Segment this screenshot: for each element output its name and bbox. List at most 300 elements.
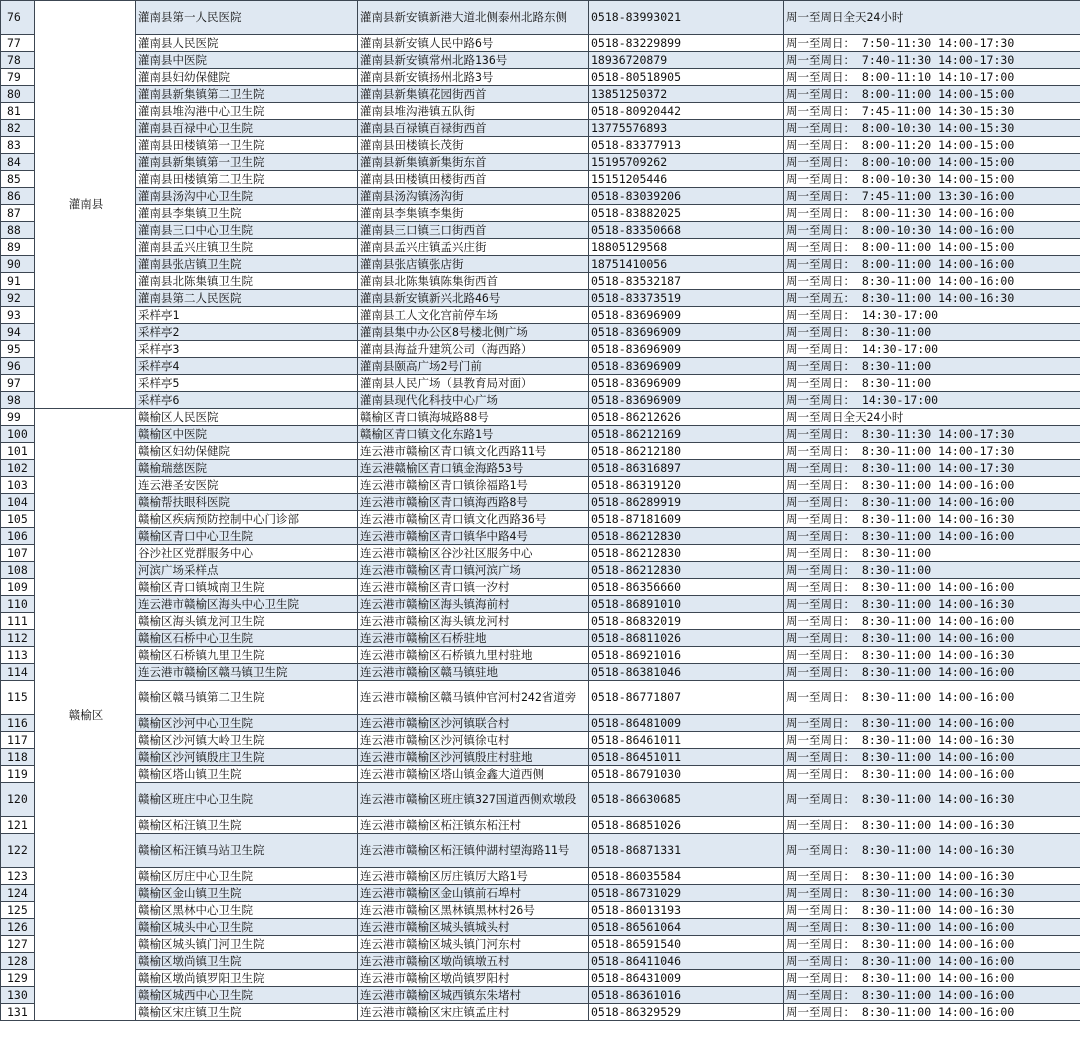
- site-address: 灌南县田楼镇田楼街西首: [358, 171, 589, 188]
- table-row: [1, 52, 1080, 69]
- row-number: 121: [1, 817, 35, 834]
- district-cell: 灌南县: [35, 1, 136, 409]
- site-hours: 周一至周日： 8:30-11:00 14:00-16:30: [784, 817, 1080, 834]
- table-row: [1, 732, 1080, 749]
- site-hours: 周一至周日： 8:30-11:00: [784, 562, 1080, 579]
- row-number: 107: [1, 545, 35, 562]
- row-number: 99: [1, 409, 35, 426]
- site-phone: 0518-86013193: [589, 902, 784, 919]
- table-row: [1, 579, 1080, 596]
- table-row: [1, 783, 1080, 817]
- site-name: 赣榆区妇幼保健院: [136, 443, 358, 460]
- row-number: 91: [1, 273, 35, 290]
- row-number: 104: [1, 494, 35, 511]
- row-number: 96: [1, 358, 35, 375]
- row-number: 126: [1, 919, 35, 936]
- table-row: [1, 936, 1080, 953]
- site-phone: 0518-83696909: [589, 375, 784, 392]
- site-phone: 0518-86212169: [589, 426, 784, 443]
- table-row: [1, 715, 1080, 732]
- site-hours: 周一至周日： 8:30-11:00 14:00-16:00: [784, 766, 1080, 783]
- site-address: 连云港市赣榆区谷沙社区服务中心: [358, 545, 589, 562]
- site-hours: 周一至周日： 8:00-10:30 14:00-15:30: [784, 120, 1080, 137]
- site-hours: 周一至周日： 8:30-11:00 14:00-16:30: [784, 596, 1080, 613]
- row-number: 108: [1, 562, 35, 579]
- site-name: 赣榆帮扶眼科医院: [136, 494, 358, 511]
- site-hours: 周一至周日： 8:00-11:30 14:00-16:00: [784, 205, 1080, 222]
- site-name: 赣榆区沙河中心卫生院: [136, 715, 358, 732]
- site-name: 采样亭2: [136, 324, 358, 341]
- site-phone: 0518-86591540: [589, 936, 784, 953]
- table-row: [1, 766, 1080, 783]
- table-row: [1, 69, 1080, 86]
- table-row: [1, 358, 1080, 375]
- site-address: 灌南县集中办公区8号楼北侧广场: [358, 324, 589, 341]
- site-address: 连云港市赣榆区宋庄镇孟庄村: [358, 1004, 589, 1021]
- row-number: 114: [1, 664, 35, 681]
- site-address: 灌南县工人文化宫前停车场: [358, 307, 589, 324]
- site-name: 灌南县汤沟中心卫生院: [136, 188, 358, 205]
- site-address: 灌南县人民广场（县教育局对面）: [358, 375, 589, 392]
- site-address: 连云港市赣榆区墩尚镇墩五村: [358, 953, 589, 970]
- site-address: 连云港市赣榆区柘汪镇仲湖村望海路11号: [358, 834, 589, 868]
- site-address: 连云港市赣榆区墩尚镇罗阳村: [358, 970, 589, 987]
- row-number: 128: [1, 953, 35, 970]
- site-hours: 周一至周日： 8:00-11:20 14:00-15:00: [784, 137, 1080, 154]
- site-phone: 18751410056: [589, 256, 784, 273]
- row-number: 100: [1, 426, 35, 443]
- site-hours: 周一至周日： 8:30-11:00 14:00-16:00: [784, 613, 1080, 630]
- site-hours: 周一至周日： 8:30-11:00 14:00-16:00: [784, 749, 1080, 766]
- site-hours: 周一至周日： 8:30-11:00 14:00-16:30: [784, 732, 1080, 749]
- site-name: 赣榆区人民医院: [136, 409, 358, 426]
- site-address: 连云港市赣榆区青口镇华中路4号: [358, 528, 589, 545]
- site-phone: 0518-86851026: [589, 817, 784, 834]
- site-name: 赣榆瑞慈医院: [136, 460, 358, 477]
- row-number: 116: [1, 715, 35, 732]
- site-name: 赣榆区班庄中心卫生院: [136, 783, 358, 817]
- site-phone: 0518-86771807: [589, 681, 784, 715]
- site-name: 灌南县第一人民医院: [136, 1, 358, 35]
- site-phone: 0518-83993021: [589, 1, 784, 35]
- site-name: 赣榆区塔山镇卫生院: [136, 766, 358, 783]
- site-address: 连云港市赣榆区城西镇东朱堵村: [358, 987, 589, 1004]
- table-row: [1, 545, 1080, 562]
- site-address: 灌南县新安镇新港大道北侧泰州北路东侧: [358, 1, 589, 35]
- site-hours: 周一至周日： 14:30-17:00: [784, 392, 1080, 409]
- table-row: [1, 256, 1080, 273]
- site-name: 灌南县妇幼保健院: [136, 69, 358, 86]
- row-number: 98: [1, 392, 35, 409]
- site-name: 赣榆区沙河镇殷庄卫生院: [136, 749, 358, 766]
- site-address: 连云港市赣榆区黑林镇黑林村26号: [358, 902, 589, 919]
- site-name: 灌南县张店镇卫生院: [136, 256, 358, 273]
- site-name: 赣榆区青口中心卫生院: [136, 528, 358, 545]
- site-phone: 0518-83882025: [589, 205, 784, 222]
- site-name: 赣榆区城西中心卫生院: [136, 987, 358, 1004]
- site-address: 连云港市赣榆区沙河镇联合村: [358, 715, 589, 732]
- table-row: [1, 868, 1080, 885]
- site-phone: 0518-86319120: [589, 477, 784, 494]
- row-number: 120: [1, 783, 35, 817]
- site-hours: 周一至周日： 8:30-11:00 14:00-16:00: [784, 953, 1080, 970]
- site-name: 河滨广场采样点: [136, 562, 358, 579]
- table-row: [1, 392, 1080, 409]
- site-hours: 周一至周日： 8:00-11:10 14:10-17:00: [784, 69, 1080, 86]
- site-phone: 18936720879: [589, 52, 784, 69]
- site-name: 连云港市赣榆区海头中心卫生院: [136, 596, 358, 613]
- site-name: 赣榆区柘汪镇马站卫生院: [136, 834, 358, 868]
- site-address: 连云港市赣榆区塔山镇金鑫大道西侧: [358, 766, 589, 783]
- site-phone: 0518-86461011: [589, 732, 784, 749]
- table-row: [1, 1004, 1080, 1021]
- site-hours: 周一至周日： 8:30-11:00 14:00-16:30: [784, 834, 1080, 868]
- row-number: 90: [1, 256, 35, 273]
- row-number: 115: [1, 681, 35, 715]
- site-hours: 周一至周日： 14:30-17:00: [784, 341, 1080, 358]
- row-number: 77: [1, 35, 35, 52]
- table-row: [1, 103, 1080, 120]
- row-number: 92: [1, 290, 35, 307]
- table-row: [1, 477, 1080, 494]
- row-number: 124: [1, 885, 35, 902]
- site-hours: 周一至周日： 8:30-11:00: [784, 375, 1080, 392]
- row-number: 78: [1, 52, 35, 69]
- row-number: 118: [1, 749, 35, 766]
- site-name: 赣榆区宋庄镇卫生院: [136, 1004, 358, 1021]
- table-row: [1, 987, 1080, 1004]
- site-address: 灌南县孟兴庄镇孟兴庄街: [358, 239, 589, 256]
- site-address: 连云港市赣榆区青口镇徐福路1号: [358, 477, 589, 494]
- site-phone: 0518-83532187: [589, 273, 784, 290]
- site-phone: 0518-86832019: [589, 613, 784, 630]
- site-phone: 18805129568: [589, 239, 784, 256]
- table-row: [1, 681, 1080, 715]
- site-phone: 0518-86871331: [589, 834, 784, 868]
- site-hours: 周一至周日： 7:45-11:00 14:30-15:30: [784, 103, 1080, 120]
- site-address: 灌南县田楼镇长茂街: [358, 137, 589, 154]
- row-number: 102: [1, 460, 35, 477]
- row-number: 84: [1, 154, 35, 171]
- site-phone: 0518-80518905: [589, 69, 784, 86]
- site-phone: 0518-83696909: [589, 341, 784, 358]
- site-address: 连云港市赣榆区赣马镇仲官河村242省道旁: [358, 681, 589, 715]
- site-hours: 周一至周日： 8:30-11:00: [784, 545, 1080, 562]
- site-hours: 周一至周日： 8:30-11:00 14:00-17:30: [784, 443, 1080, 460]
- site-name: 赣榆区墩尚镇卫生院: [136, 953, 358, 970]
- site-hours: 周一至周日： 8:30-11:00 14:00-16:30: [784, 885, 1080, 902]
- site-name: 采样亭3: [136, 341, 358, 358]
- table-row: [1, 902, 1080, 919]
- district-cell: 赣榆区: [35, 409, 136, 1021]
- site-hours: 周一至周日： 8:30-11:00: [784, 324, 1080, 341]
- site-phone: 0518-86811026: [589, 630, 784, 647]
- site-hours: 周一至周日： 8:30-11:00 14:00-16:00: [784, 715, 1080, 732]
- site-hours: 周一至周日： 8:00-11:00 14:00-15:00: [784, 239, 1080, 256]
- site-address: 连云港市赣榆区班庄镇327国道西侧欢墩段: [358, 783, 589, 817]
- site-address: 赣榆区青口镇文化东路1号: [358, 426, 589, 443]
- row-number: 113: [1, 647, 35, 664]
- site-address: 连云港市赣榆区青口镇一汐村: [358, 579, 589, 596]
- table-row: [1, 817, 1080, 834]
- table-row: [1, 341, 1080, 358]
- table-row: [1, 1, 1080, 35]
- table-row: [1, 324, 1080, 341]
- row-number: 97: [1, 375, 35, 392]
- site-address: 灌南县汤沟镇汤沟街: [358, 188, 589, 205]
- site-address: 连云港赣榆区青口镇金海路53号: [358, 460, 589, 477]
- table-row: [1, 154, 1080, 171]
- site-hours: 周一至周日： 8:30-11:00 14:00-16:30: [784, 868, 1080, 885]
- site-hours: 周一至周日： 8:30-11:00 14:00-16:00: [784, 919, 1080, 936]
- table-row: [1, 664, 1080, 681]
- site-phone: 0518-83696909: [589, 392, 784, 409]
- table-row: [1, 528, 1080, 545]
- site-hours: 周一至周日： 8:30-11:00 14:00-16:00: [784, 970, 1080, 987]
- site-name: 赣榆区墩尚镇罗阳卫生院: [136, 970, 358, 987]
- table-row: [1, 171, 1080, 188]
- row-number: 106: [1, 528, 35, 545]
- site-phone: 0518-86431009: [589, 970, 784, 987]
- site-address: 连云港市赣榆区赣马镇驻地: [358, 664, 589, 681]
- site-hours: 周一至周日： 8:30-11:00 14:00-16:00: [784, 494, 1080, 511]
- site-phone: 0518-86361016: [589, 987, 784, 1004]
- site-hours: 周一至周日： 8:00-10:00 14:00-15:00: [784, 154, 1080, 171]
- site-phone: 0518-86212626: [589, 409, 784, 426]
- site-name: 赣榆区柘汪镇卫生院: [136, 817, 358, 834]
- row-number: 95: [1, 341, 35, 358]
- site-address: 连云港市赣榆区城头镇门河东村: [358, 936, 589, 953]
- site-name: 灌南县田楼镇第二卫生院: [136, 171, 358, 188]
- site-address: 连云港市赣榆区青口镇文化西路11号: [358, 443, 589, 460]
- site-address: 灌南县百禄镇百禄街西首: [358, 120, 589, 137]
- row-number: 79: [1, 69, 35, 86]
- row-number: 129: [1, 970, 35, 987]
- row-number: 76: [1, 1, 35, 35]
- row-number: 101: [1, 443, 35, 460]
- site-address: 灌南县现代化科技中心广场: [358, 392, 589, 409]
- site-hours: 周一至周日： 7:45-11:00 13:30-16:00: [784, 188, 1080, 205]
- table-row: [1, 494, 1080, 511]
- table-row: [1, 613, 1080, 630]
- site-name: 采样亭1: [136, 307, 358, 324]
- site-address: 连云港市赣榆区厉庄镇厉大路1号: [358, 868, 589, 885]
- row-number: 83: [1, 137, 35, 154]
- site-address: 灌南县新安镇新兴北路46号: [358, 290, 589, 307]
- site-hours: 周一至周日： 8:30-11:00 14:00-16:30: [784, 647, 1080, 664]
- site-phone: 0518-83377913: [589, 137, 784, 154]
- table-row: [1, 919, 1080, 936]
- site-name: 采样亭5: [136, 375, 358, 392]
- site-name: 谷沙社区党群服务中心: [136, 545, 358, 562]
- site-hours: 周一至周日： 8:30-11:00 14:00-16:00: [784, 630, 1080, 647]
- table-row: [1, 375, 1080, 392]
- site-name: 赣榆区赣马镇第二卫生院: [136, 681, 358, 715]
- row-number: 82: [1, 120, 35, 137]
- row-number: 105: [1, 511, 35, 528]
- row-number: 94: [1, 324, 35, 341]
- table-row: [1, 86, 1080, 103]
- site-name: 赣榆区沙河镇大岭卫生院: [136, 732, 358, 749]
- site-address: 赣榆区青口镇海城路88号: [358, 409, 589, 426]
- site-name: 赣榆区黑林中心卫生院: [136, 902, 358, 919]
- site-hours: 周一至周日： 14:30-17:00: [784, 307, 1080, 324]
- row-number: 127: [1, 936, 35, 953]
- site-name: 赣榆区厉庄中心卫生院: [136, 868, 358, 885]
- table-row: [1, 885, 1080, 902]
- row-number: 103: [1, 477, 35, 494]
- table-row: [1, 647, 1080, 664]
- table-row: [1, 562, 1080, 579]
- site-phone: 15151205446: [589, 171, 784, 188]
- site-address: 灌南县新安镇人民中路6号: [358, 35, 589, 52]
- site-address: 灌南县李集镇李集街: [358, 205, 589, 222]
- site-name: 赣榆区石桥中心卫生院: [136, 630, 358, 647]
- site-address: 灌南县新集镇花园街西首: [358, 86, 589, 103]
- row-number: 89: [1, 239, 35, 256]
- site-phone: 0518-86329529: [589, 1004, 784, 1021]
- site-name: 采样亭4: [136, 358, 358, 375]
- site-address: 灌南县北陈集镇陈集街西首: [358, 273, 589, 290]
- site-phone: 0518-86212180: [589, 443, 784, 460]
- site-address: 连云港市赣榆区城头镇城头村: [358, 919, 589, 936]
- site-phone: 0518-86411046: [589, 953, 784, 970]
- table-row: [1, 188, 1080, 205]
- row-number: 125: [1, 902, 35, 919]
- site-phone: 15195709262: [589, 154, 784, 171]
- site-phone: 0518-83373519: [589, 290, 784, 307]
- row-number: 87: [1, 205, 35, 222]
- table-row: [1, 426, 1080, 443]
- site-address: 连云港市赣榆区石桥驻地: [358, 630, 589, 647]
- site-phone: 0518-86481009: [589, 715, 784, 732]
- table-row: [1, 511, 1080, 528]
- site-phone: 0518-86035584: [589, 868, 784, 885]
- site-hours: 周一至周日： 8:30-11:00: [784, 358, 1080, 375]
- row-number: 111: [1, 613, 35, 630]
- row-number: 85: [1, 171, 35, 188]
- site-name: 灌南县新集镇第一卫生院: [136, 154, 358, 171]
- site-address: 连云港市赣榆区青口镇文化西路36号: [358, 511, 589, 528]
- site-phone: 0518-86891010: [589, 596, 784, 613]
- table-row: [1, 273, 1080, 290]
- site-address: 灌南县海益升建筑公司（海西路）: [358, 341, 589, 358]
- site-phone: 0518-86561064: [589, 919, 784, 936]
- site-name: 灌南县田楼镇第一卫生院: [136, 137, 358, 154]
- site-phone: 0518-83696909: [589, 307, 784, 324]
- table-row: [1, 970, 1080, 987]
- site-hours: 周一至周五： 8:30-11:00 14:00-16:30: [784, 290, 1080, 307]
- site-phone: 0518-83229899: [589, 35, 784, 52]
- site-name: 赣榆区金山镇卫生院: [136, 885, 358, 902]
- site-phone: 0518-86356660: [589, 579, 784, 596]
- table-row: [1, 120, 1080, 137]
- site-name: 赣榆区城头镇门河卫生院: [136, 936, 358, 953]
- site-name: 灌南县堆沟港中心卫生院: [136, 103, 358, 120]
- site-hours: 周一至周日： 7:40-11:30 14:00-17:30: [784, 52, 1080, 69]
- site-address: 连云港市赣榆区金山镇前石埠村: [358, 885, 589, 902]
- row-number: 119: [1, 766, 35, 783]
- table-row: [1, 409, 1080, 426]
- site-phone: 0518-83696909: [589, 324, 784, 341]
- site-address: 连云港市赣榆区青口镇海西路8号: [358, 494, 589, 511]
- site-name: 灌南县第二人民医院: [136, 290, 358, 307]
- site-phone: 0518-86451011: [589, 749, 784, 766]
- site-name: 灌南县孟兴庄镇卫生院: [136, 239, 358, 256]
- site-hours: 周一至周日： 8:30-11:00 14:00-16:00: [784, 664, 1080, 681]
- site-hours: 周一至周日： 8:30-11:00 14:00-16:00: [784, 936, 1080, 953]
- row-number: 81: [1, 103, 35, 120]
- site-name: 灌南县三口中心卫生院: [136, 222, 358, 239]
- table-row: [1, 834, 1080, 868]
- table-row: [1, 749, 1080, 766]
- site-address: 连云港市赣榆区沙河镇徐屯村: [358, 732, 589, 749]
- site-hours: 周一至周日： 8:30-11:00 14:00-16:00: [784, 273, 1080, 290]
- site-address: 灌南县张店镇张店街: [358, 256, 589, 273]
- site-hours: 周一至周日： 8:00-11:00 14:00-16:00: [784, 256, 1080, 273]
- site-address: 连云港市赣榆区青口镇河滨广场: [358, 562, 589, 579]
- site-hours: 周一至周日： 8:30-11:30 14:00-17:30: [784, 426, 1080, 443]
- site-phone: 0518-86381046: [589, 664, 784, 681]
- site-phone: 0518-86316897: [589, 460, 784, 477]
- site-phone: 0518-86212830: [589, 545, 784, 562]
- site-name: 赣榆区石桥镇九里卫生院: [136, 647, 358, 664]
- table-row: [1, 460, 1080, 477]
- table-row: [1, 443, 1080, 460]
- site-hours: 周一至周日： 8:30-11:00 14:00-16:00: [784, 477, 1080, 494]
- site-hours: 周一至周日： 8:30-11:00 14:00-16:00: [784, 681, 1080, 715]
- site-phone: 0518-83039206: [589, 188, 784, 205]
- table-row: [1, 953, 1080, 970]
- row-number: 131: [1, 1004, 35, 1021]
- site-hours: 周一至周日： 8:30-11:00 14:00-16:30: [784, 783, 1080, 817]
- site-address: 连云港市赣榆区海头镇龙河村: [358, 613, 589, 630]
- site-phone: 0518-80920442: [589, 103, 784, 120]
- site-name: 灌南县百禄中心卫生院: [136, 120, 358, 137]
- table-row: [1, 307, 1080, 324]
- site-hours: 周一至周日： 8:00-10:30 14:00-15:00: [784, 171, 1080, 188]
- table-row: [1, 290, 1080, 307]
- site-name: 赣榆区海头镇龙河卫生院: [136, 613, 358, 630]
- site-hours: 周一至周日： 8:00-10:30 14:00-16:00: [784, 222, 1080, 239]
- row-number: 86: [1, 188, 35, 205]
- site-phone: 13775576893: [589, 120, 784, 137]
- row-number: 112: [1, 630, 35, 647]
- site-name: 采样亭6: [136, 392, 358, 409]
- site-phone: 0518-86212830: [589, 528, 784, 545]
- table-row: [1, 205, 1080, 222]
- table-body: [1, 1, 1080, 1021]
- site-hours: 周一至周日： 8:30-11:00 14:00-16:00: [784, 1004, 1080, 1021]
- row-number: 130: [1, 987, 35, 1004]
- site-name: 灌南县李集镇卫生院: [136, 205, 358, 222]
- site-address: 连云港市赣榆区沙河镇殷庄村驻地: [358, 749, 589, 766]
- site-address: 灌南县新集镇新集街东首: [358, 154, 589, 171]
- site-name: 灌南县北陈集镇卫生院: [136, 273, 358, 290]
- site-phone: 0518-86791030: [589, 766, 784, 783]
- site-hours: 周一至周日： 8:30-11:00 14:00-16:00: [784, 528, 1080, 545]
- row-number: 80: [1, 86, 35, 103]
- site-address: 灌南县颐高广场2号门前: [358, 358, 589, 375]
- table-row: [1, 630, 1080, 647]
- site-name: 连云港圣安医院: [136, 477, 358, 494]
- site-phone: 0518-83350668: [589, 222, 784, 239]
- site-name: 赣榆区中医院: [136, 426, 358, 443]
- site-hours: 周一至周日： 8:30-11:00 14:00-16:00: [784, 987, 1080, 1004]
- site-hours: 周一至周日全天24小时: [784, 1, 1080, 35]
- table-row: [1, 35, 1080, 52]
- site-hours: 周一至周日全天24小时: [784, 409, 1080, 426]
